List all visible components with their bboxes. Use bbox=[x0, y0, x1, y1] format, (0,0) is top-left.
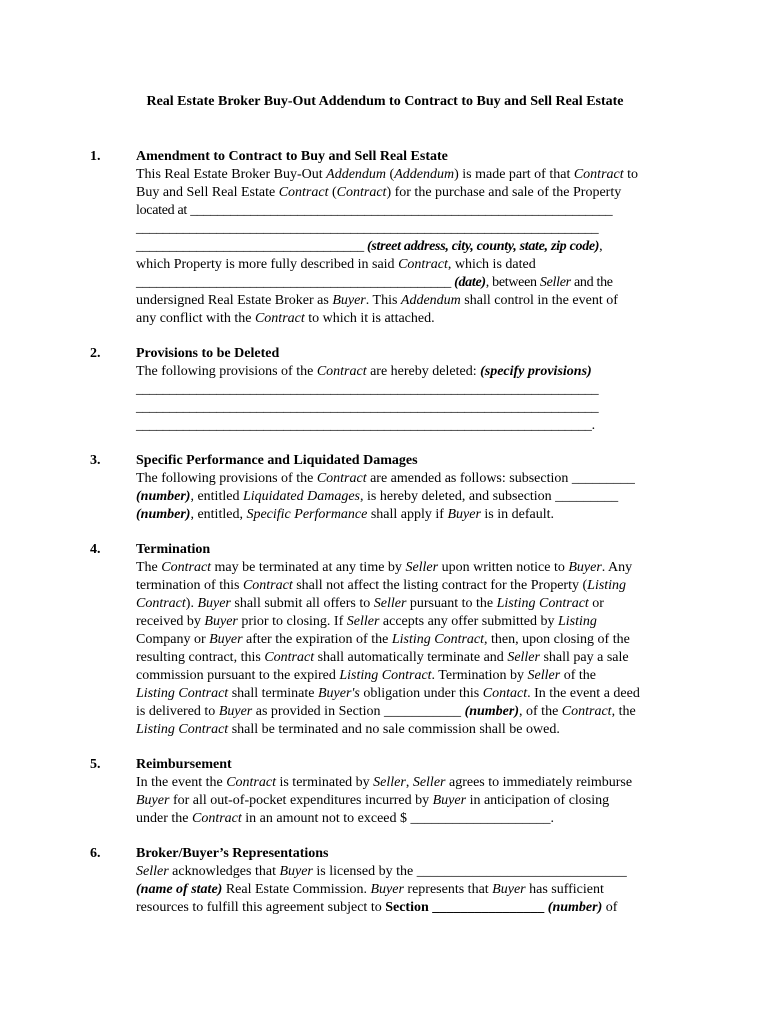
section-line: is delivered to Buyer as provided in Section ___________ (number), of the Contract, the bbox=[136, 704, 636, 719]
section-line: any conflict with the Contract to which it is attached. bbox=[136, 311, 435, 326]
section-line: commission pursuant to the expired Listing Contract. Termination by Seller of the bbox=[136, 668, 596, 683]
section-line: (number), entitled, Specific Performance shall apply if Buyer is in default. bbox=[136, 507, 555, 522]
section-number: 6. bbox=[90, 846, 101, 861]
section-line: resources to fulfill this agreement subject to Section ________________ (number) of bbox=[136, 900, 618, 915]
section-line: (name of state) Real Estate Commission. Buyer represents that Buyer has sufficient bbox=[136, 882, 604, 897]
section-line: This Real Estate Broker Buy-Out Addendum (Addendum) is made part of that Contract to bbox=[136, 167, 639, 182]
section-line: under the Contract in an amount not to exceed $ ____________________. bbox=[136, 811, 554, 826]
section-heading: Specific Performance and Liquidated Damages bbox=[136, 453, 418, 468]
section-heading: Provisions to be Deleted bbox=[136, 346, 280, 361]
provisions-blank-line: _____________________________________________________________________ bbox=[136, 382, 599, 397]
document-title: Real Estate Broker Buy-Out Addendum to Contract to Buy and Sell Real Estate bbox=[146, 94, 624, 109]
section-line: Seller acknowledges that Buyer is licensed by the ______________________________ bbox=[136, 864, 627, 879]
section-line: The Contract may be terminated at any time by Seller upon written notice to Buyer. Any bbox=[136, 560, 633, 575]
section-line: Listing Contract shall terminate Buyer's obligation under this Contact. In the event a deed bbox=[136, 686, 640, 701]
section-heading: Amendment to Contract to Buy and Sell Real Estate bbox=[136, 149, 448, 164]
section-line: resulting contract, this Contract shall automatically terminate and Seller shall pay a sale bbox=[136, 650, 629, 665]
section-line: Buyer for all out-of-pocket expenditures incurred by Buyer in anticipation of closing bbox=[136, 793, 610, 808]
section-line: Listing Contract shall be terminated and no sale commission shall be owed. bbox=[136, 722, 560, 737]
section-line: Company or Buyer after the expiration of the Listing Contract, then, upon closing of the bbox=[136, 632, 630, 647]
section-heading: Broker/Buyer’s Representations bbox=[136, 846, 329, 861]
section-heading: Reimbursement bbox=[136, 757, 232, 772]
provisions-blank-line: _____________________________________________________________________ bbox=[136, 400, 599, 415]
section-line: which Property is more fully described in said Contract, which is dated bbox=[136, 257, 536, 272]
section-line: The following provisions of the Contract are amended as follows: subsection _________ bbox=[136, 471, 635, 486]
section-line: In the event the Contract is terminated by Seller, Seller agrees to immediately reimburse bbox=[136, 775, 633, 790]
provisions-blank-line: ____________________________________________________________________. bbox=[136, 418, 595, 433]
date-blank-line: _______________________________________________ (date), between Seller and the bbox=[136, 275, 613, 290]
section-line: received by Buyer prior to closing. If Seller accepts any offer submitted by Listing bbox=[136, 614, 597, 629]
section-line: The following provisions of the Contract are hereby deleted: (specify provisions) bbox=[136, 364, 592, 379]
section-number: 4. bbox=[90, 542, 101, 557]
section-number: 2. bbox=[90, 346, 101, 361]
section-heading: Termination bbox=[136, 542, 211, 557]
section-line: undersigned Real Estate Broker as Buyer. This Addendum shall control in the event of bbox=[136, 293, 618, 308]
section-number: 5. bbox=[90, 757, 101, 772]
section-line: Contract). Buyer shall submit all offers to Seller pursuant to the Listing Contract or bbox=[136, 596, 604, 611]
address-blank-line: __________________________________ (street address, city, county, state, zip code), bbox=[136, 239, 603, 254]
section-number: 3. bbox=[90, 453, 101, 468]
address-blank-line: _____________________________________________________________________ bbox=[136, 221, 599, 236]
address-blank-line: located at _______________________________________________________________ bbox=[136, 203, 613, 218]
section-line: termination of this Contract shall not affect the listing contract for the Property (Listing bbox=[136, 578, 627, 593]
section-line: Buy and Sell Real Estate Contract (Contract) for the purchase and sale of the Property bbox=[136, 185, 622, 200]
section-line: (number), entitled Liquidated Damages, is hereby deleted, and subsection _________ bbox=[136, 489, 619, 504]
section-number: 1. bbox=[90, 149, 101, 164]
